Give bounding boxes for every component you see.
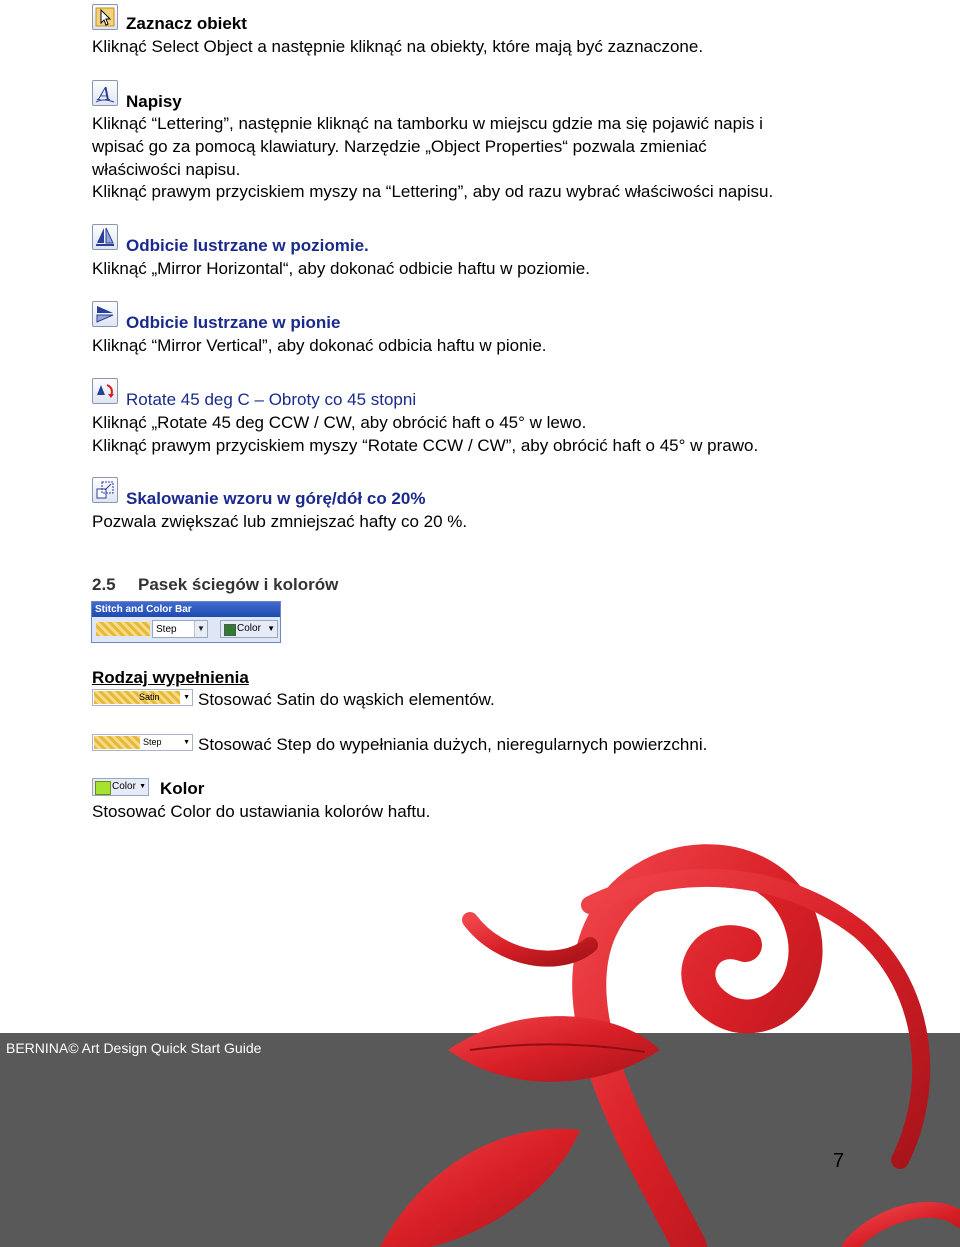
satin-text: Stosować Satin do wąskich elementów. xyxy=(198,690,495,709)
section-number: 2.5 xyxy=(92,575,116,594)
mirror-horizontal-text: Kliknąć „Mirror Horizontal“, aby dokonać odbicie haftu w poziomie. xyxy=(92,259,590,278)
chevron-down-icon: ▼ xyxy=(139,783,146,790)
color-title: Kolor xyxy=(160,779,205,798)
color-dropdown-label: Color xyxy=(237,623,261,634)
page-number: 7 xyxy=(833,1150,845,1172)
lettering-text-3: właściwości napisu. xyxy=(92,160,241,179)
color-text: Stosować Color do ustawiania kolorów haftu. xyxy=(92,802,431,821)
mirror-horizontal-title: Odbicie lustrzane w poziomie. xyxy=(126,236,369,255)
chevron-down-icon: ▼ xyxy=(183,694,190,701)
stitch-color-bar-title: Stitch and Color Bar xyxy=(92,602,280,617)
step-dropdown-label: Step xyxy=(156,624,177,635)
mirror-vertical-text: Kliknąć “Mirror Vertical”, aby dokonać odbicia haftu w pionie. xyxy=(92,336,547,355)
scale-text: Pozwala zwiększać lub zmniejszać hafty co 20 %. xyxy=(92,512,468,531)
step-fill-dropdown-label: Step xyxy=(143,737,162,747)
section-title: Pasek ściegów i kolorów xyxy=(138,575,339,594)
rotate-text-1: Kliknąć „Rotate 45 deg CCW / CW, aby obrócić haft o 45° w lewo. xyxy=(92,413,587,432)
lettering-text-2: wpisać go za pomocą klawiatury. Narzędzie „Object Properties“ pozwala zmieniać xyxy=(92,137,707,156)
svg-text:A: A xyxy=(98,84,111,105)
rotate-title: Rotate 45 deg C – Obroty co 45 stopni xyxy=(126,390,417,409)
step-fill-text: Stosować Step do wypełniania dużych, nieregularnych powierzchni. xyxy=(198,735,708,754)
chevron-down-icon: ▼ xyxy=(267,624,275,633)
lettering-title: Napisy xyxy=(126,92,182,111)
chevron-down-icon: ▼ xyxy=(194,621,207,637)
select-text: Kliknąć Select Object a następnie kliknąć na obiekty, które mają być zaznaczone. xyxy=(92,37,704,56)
lettering-text-4: Kliknąć prawym przyciskiem myszy na “Lettering”, aby od razu wybrać właściwości napisu. xyxy=(92,182,774,201)
rotate-text-2: Kliknąć prawym przyciskiem myszy “Rotate CCW / CW”, aby obrócić haft o 45° w prawo. xyxy=(92,436,759,455)
mirror-vertical-title: Odbicie lustrzane w pionie xyxy=(126,313,341,332)
satin-dropdown-label: Satin xyxy=(139,692,160,702)
fill-title: Rodzaj wypełnienia xyxy=(92,668,249,687)
chevron-down-icon: ▼ xyxy=(183,739,190,746)
lettering-text-1: Kliknąć “Lettering”, następnie kliknąć na tamborku w miejscu gdzie ma się pojawić napis i xyxy=(92,114,763,133)
footer-brand: BERNINA© Art Design Quick Start Guide xyxy=(6,1040,262,1056)
select-title: Zaznacz obiekt xyxy=(126,14,247,33)
color-button-label: Color xyxy=(112,781,136,792)
scale-title: Skalowanie wzoru w górę/dół co 20% xyxy=(126,489,426,508)
